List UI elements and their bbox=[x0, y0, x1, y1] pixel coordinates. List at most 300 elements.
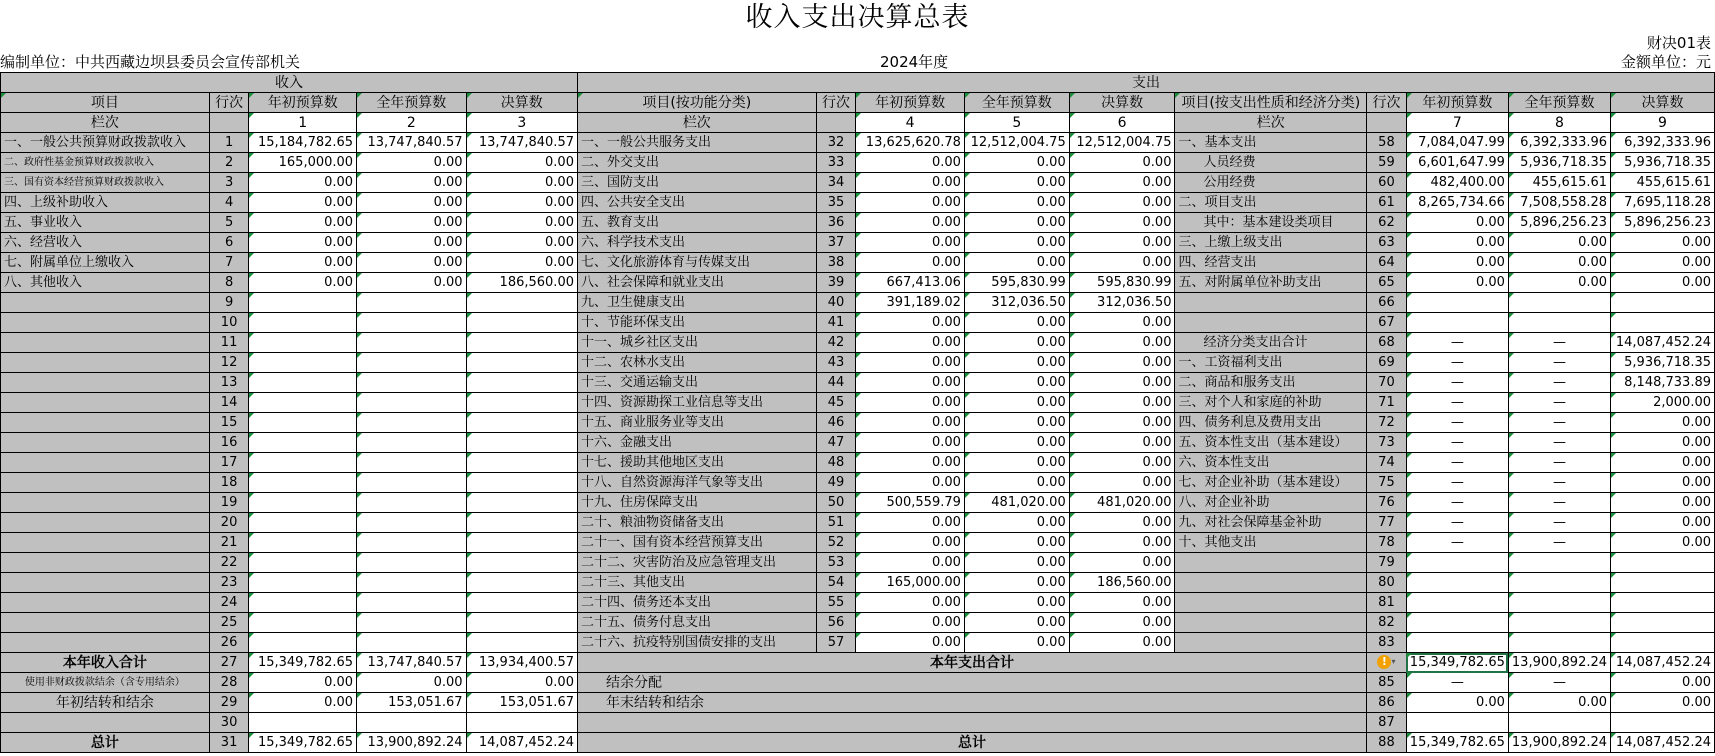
row-label: 六、科学技术支出 bbox=[577, 233, 816, 253]
value-cell[interactable]: 0.00 bbox=[1406, 693, 1508, 713]
value-cell[interactable]: 0.00 bbox=[964, 233, 1069, 253]
value-cell[interactable]: 0.00 bbox=[856, 613, 965, 633]
value-cell[interactable]: 0.00 bbox=[1069, 173, 1175, 193]
value-cell[interactable] bbox=[1611, 293, 1715, 313]
value-cell[interactable]: 0.00 bbox=[856, 313, 965, 333]
value-cell[interactable]: 0.00 bbox=[1611, 253, 1715, 273]
value-cell[interactable]: — bbox=[1508, 453, 1610, 473]
row-number: 75 bbox=[1367, 473, 1407, 493]
value-cell[interactable]: 12,512,004.75 bbox=[1069, 133, 1175, 153]
value-cell[interactable]: 5,936,718.35 bbox=[1508, 153, 1610, 173]
value-cell[interactable] bbox=[249, 333, 357, 353]
value-cell[interactable] bbox=[357, 433, 467, 453]
value-cell[interactable]: 0.00 bbox=[466, 253, 577, 273]
value-cell[interactable]: 0.00 bbox=[1069, 613, 1175, 633]
value-cell[interactable]: 312,036.50 bbox=[964, 293, 1069, 313]
value-cell[interactable] bbox=[466, 473, 577, 493]
row-number: 65 bbox=[1367, 273, 1407, 293]
row-label: 七、对企业补助（基本建设） bbox=[1175, 473, 1367, 493]
value-cell[interactable] bbox=[357, 293, 467, 313]
value-cell[interactable]: 13,900,892.24 bbox=[1508, 733, 1610, 753]
value-cell[interactable]: 0.00 bbox=[1069, 153, 1175, 173]
value-cell[interactable]: 0.00 bbox=[249, 673, 357, 693]
column-header: 项目(按支出性质和经济分类) bbox=[1175, 93, 1367, 113]
row-number: 50 bbox=[816, 493, 856, 513]
value-cell[interactable]: 482,400.00 bbox=[1406, 173, 1508, 193]
value-cell[interactable]: — bbox=[1406, 433, 1508, 453]
value-cell[interactable] bbox=[466, 713, 577, 733]
value-cell[interactable] bbox=[1611, 553, 1715, 573]
value-cell[interactable]: 13,900,892.24 bbox=[1508, 653, 1610, 673]
value-cell[interactable] bbox=[466, 393, 577, 413]
value-cell[interactable]: — bbox=[1406, 333, 1508, 353]
value-cell[interactable]: 0.00 bbox=[856, 233, 965, 253]
value-cell[interactable]: 0.00 bbox=[1611, 453, 1715, 473]
value-cell[interactable] bbox=[466, 453, 577, 473]
value-cell[interactable]: 0.00 bbox=[249, 693, 357, 713]
value-cell[interactable]: — bbox=[1406, 673, 1508, 693]
value-cell[interactable]: 0.00 bbox=[466, 233, 577, 253]
value-cell[interactable] bbox=[1611, 573, 1715, 593]
value-cell[interactable]: 595,830.99 bbox=[964, 273, 1069, 293]
value-cell[interactable] bbox=[466, 513, 577, 533]
value-cell[interactable] bbox=[466, 593, 577, 613]
value-cell[interactable] bbox=[357, 573, 467, 593]
value-cell[interactable] bbox=[357, 533, 467, 553]
value-cell[interactable]: 14,087,452.24 bbox=[1611, 333, 1715, 353]
value-cell[interactable]: 0.00 bbox=[1069, 233, 1175, 253]
value-cell[interactable]: 15,349,782.65 bbox=[1406, 733, 1508, 753]
value-cell[interactable]: 0.00 bbox=[466, 193, 577, 213]
value-cell[interactable] bbox=[1508, 593, 1610, 613]
value-cell[interactable]: 0.00 bbox=[249, 253, 357, 273]
value-cell[interactable]: 13,934,400.57 bbox=[466, 653, 577, 673]
value-cell[interactable]: 0.00 bbox=[357, 193, 467, 213]
value-cell[interactable]: 0.00 bbox=[357, 673, 467, 693]
value-cell[interactable]: 0.00 bbox=[1069, 393, 1175, 413]
row-number: 55 bbox=[816, 593, 856, 613]
value-cell[interactable]: 5,936,718.35 bbox=[1611, 153, 1715, 173]
value-cell[interactable] bbox=[1611, 593, 1715, 613]
value-cell[interactable] bbox=[249, 293, 357, 313]
value-cell[interactable]: — bbox=[1508, 373, 1610, 393]
value-cell[interactable] bbox=[466, 333, 577, 353]
row-label: 三、国防支出 bbox=[577, 173, 816, 193]
value-cell[interactable] bbox=[357, 473, 467, 493]
value-cell[interactable] bbox=[357, 453, 467, 473]
value-cell[interactable]: — bbox=[1406, 513, 1508, 533]
value-cell[interactable]: 0.00 bbox=[1611, 673, 1715, 693]
row-number: 39 bbox=[816, 273, 856, 293]
value-cell[interactable]: 455,615.61 bbox=[1508, 173, 1610, 193]
value-cell[interactable]: 14,087,452.24 bbox=[466, 733, 577, 753]
table-row bbox=[1, 433, 1715, 453]
value-cell[interactable]: 0.00 bbox=[856, 213, 965, 233]
value-cell[interactable]: 0.00 bbox=[1611, 433, 1715, 453]
value-cell[interactable]: — bbox=[1406, 353, 1508, 373]
value-cell[interactable] bbox=[1406, 593, 1508, 613]
row-label: 十五、商业服务业等支出 bbox=[577, 413, 816, 433]
value-cell[interactable]: 0.00 bbox=[856, 333, 965, 353]
value-cell[interactable] bbox=[466, 573, 577, 593]
value-cell[interactable] bbox=[249, 573, 357, 593]
dropdown-caret-icon[interactable]: ▾ bbox=[1391, 657, 1396, 667]
row-number: 32 bbox=[816, 133, 856, 153]
value-cell[interactable] bbox=[1611, 613, 1715, 633]
value-cell[interactable]: 0.00 bbox=[1406, 253, 1508, 273]
value-cell[interactable]: 0.00 bbox=[249, 233, 357, 253]
value-cell[interactable] bbox=[249, 553, 357, 573]
value-cell[interactable]: 0.00 bbox=[964, 353, 1069, 373]
row-label: 十七、援助其他地区支出 bbox=[577, 453, 816, 473]
value-cell[interactable]: 0.00 bbox=[1508, 273, 1610, 293]
value-cell[interactable]: 0.00 bbox=[856, 253, 965, 273]
value-cell[interactable]: 0.00 bbox=[856, 193, 965, 213]
row-number: 86 bbox=[1367, 693, 1407, 713]
value-cell[interactable] bbox=[466, 353, 577, 373]
value-cell[interactable]: 0.00 bbox=[964, 153, 1069, 173]
value-cell[interactable]: 0.00 bbox=[1611, 493, 1715, 513]
value-cell[interactable]: 7,508,558.28 bbox=[1508, 193, 1610, 213]
value-cell[interactable]: 0.00 bbox=[1069, 253, 1175, 273]
value-cell[interactable] bbox=[466, 313, 577, 333]
value-cell[interactable]: 0.00 bbox=[856, 433, 965, 453]
value-cell[interactable] bbox=[466, 493, 577, 513]
row-number: 78 bbox=[1367, 533, 1407, 553]
value-cell[interactable] bbox=[1406, 633, 1508, 653]
value-cell[interactable] bbox=[466, 413, 577, 433]
value-cell[interactable]: 12,512,004.75 bbox=[964, 133, 1069, 153]
value-cell[interactable]: 0.00 bbox=[1406, 213, 1508, 233]
value-cell[interactable]: 0.00 bbox=[964, 193, 1069, 213]
value-cell[interactable]: 0.00 bbox=[1508, 233, 1610, 253]
value-cell[interactable]: 7,695,118.28 bbox=[1611, 193, 1715, 213]
value-cell[interactable] bbox=[249, 493, 357, 513]
value-cell[interactable]: 0.00 bbox=[856, 353, 965, 373]
value-cell[interactable]: 0.00 bbox=[964, 633, 1069, 653]
value-cell[interactable]: — bbox=[1406, 413, 1508, 433]
value-cell[interactable]: 0.00 bbox=[1069, 413, 1175, 433]
income-total-label: 本年收入合计 bbox=[1, 653, 210, 673]
value-cell[interactable]: 6,392,333.96 bbox=[1508, 133, 1610, 153]
value-cell[interactable] bbox=[466, 633, 577, 653]
value-cell[interactable]: 0.00 bbox=[964, 253, 1069, 273]
value-cell[interactable]: 8,265,734.66 bbox=[1406, 193, 1508, 213]
value-cell[interactable]: 0.00 bbox=[1069, 353, 1175, 373]
value-cell[interactable]: 0.00 bbox=[1611, 693, 1715, 713]
value-cell[interactable]: 6,392,333.96 bbox=[1611, 133, 1715, 153]
value-cell[interactable]: 15,349,782.65 bbox=[249, 653, 357, 673]
value-cell[interactable]: 0.00 bbox=[1508, 693, 1610, 713]
value-cell[interactable] bbox=[357, 493, 467, 513]
table-row bbox=[1, 373, 1715, 393]
value-cell[interactable]: 0.00 bbox=[1069, 193, 1175, 213]
value-cell[interactable]: 13,900,892.24 bbox=[357, 733, 467, 753]
row-label bbox=[1, 613, 210, 633]
value-cell[interactable]: 0.00 bbox=[249, 173, 357, 193]
value-cell[interactable] bbox=[466, 293, 577, 313]
value-cell[interactable]: 13,625,620.78 bbox=[856, 133, 965, 153]
value-cell[interactable]: 165,000.00 bbox=[856, 573, 965, 593]
row-label: 四、公共安全支出 bbox=[577, 193, 816, 213]
value-cell[interactable]: 0.00 bbox=[1069, 333, 1175, 353]
value-cell[interactable] bbox=[249, 713, 357, 733]
value-cell[interactable] bbox=[1406, 293, 1508, 313]
value-cell[interactable]: 391,189.02 bbox=[856, 293, 965, 313]
value-cell[interactable]: 0.00 bbox=[1406, 233, 1508, 253]
value-cell[interactable] bbox=[249, 393, 357, 413]
column-number-cell: 5 bbox=[964, 113, 1069, 133]
value-cell[interactable] bbox=[1508, 313, 1610, 333]
value-cell[interactable]: 0.00 bbox=[856, 473, 965, 493]
value-cell[interactable]: 0.00 bbox=[964, 473, 1069, 493]
value-cell[interactable]: 0.00 bbox=[856, 533, 965, 553]
row-number: 79 bbox=[1367, 553, 1407, 573]
value-cell[interactable]: 6,601,647.99 bbox=[1406, 153, 1508, 173]
value-cell[interactable]: 0.00 bbox=[856, 393, 965, 413]
value-cell[interactable]: 0.00 bbox=[1069, 213, 1175, 233]
section-header-row bbox=[1, 73, 1715, 93]
value-cell[interactable] bbox=[1406, 573, 1508, 593]
warning-indicator[interactable] bbox=[1367, 653, 1407, 673]
value-cell[interactable] bbox=[466, 553, 577, 573]
value-cell[interactable]: — bbox=[1508, 513, 1610, 533]
row-label: 五、资本性支出（基本建设） bbox=[1175, 433, 1367, 453]
value-cell[interactable]: 0.00 bbox=[856, 453, 965, 473]
value-cell[interactable]: 0.00 bbox=[856, 413, 965, 433]
value-cell[interactable]: 0.00 bbox=[964, 373, 1069, 393]
value-cell[interactable]: — bbox=[1508, 393, 1610, 413]
row-label: 十九、住房保障支出 bbox=[577, 493, 816, 513]
value-cell[interactable]: — bbox=[1406, 493, 1508, 513]
exclamation-warning-icon[interactable]: ! bbox=[1377, 655, 1391, 669]
value-cell[interactable] bbox=[357, 513, 467, 533]
value-cell[interactable]: 0.00 bbox=[964, 433, 1069, 453]
value-cell[interactable] bbox=[249, 533, 357, 553]
value-cell[interactable]: 0.00 bbox=[1611, 533, 1715, 553]
value-cell[interactable]: 0.00 bbox=[964, 213, 1069, 233]
value-cell[interactable] bbox=[249, 453, 357, 473]
value-cell[interactable]: 0.00 bbox=[964, 533, 1069, 553]
value-cell[interactable]: 13,747,840.57 bbox=[357, 653, 467, 673]
value-cell[interactable] bbox=[1406, 613, 1508, 633]
value-cell[interactable]: 0.00 bbox=[964, 393, 1069, 413]
value-cell[interactable]: 0.00 bbox=[856, 593, 965, 613]
value-cell[interactable] bbox=[357, 713, 467, 733]
value-cell[interactable]: 0.00 bbox=[1069, 453, 1175, 473]
value-cell[interactable]: 15,349,782.65 bbox=[249, 733, 357, 753]
row-label bbox=[1175, 633, 1367, 653]
value-cell[interactable] bbox=[1406, 713, 1508, 733]
value-cell[interactable]: 0.00 bbox=[964, 453, 1069, 473]
value-cell[interactable]: 0.00 bbox=[357, 253, 467, 273]
value-cell[interactable]: 0.00 bbox=[357, 273, 467, 293]
value-cell[interactable]: 165,000.00 bbox=[249, 153, 357, 173]
value-cell[interactable]: 500,559.79 bbox=[856, 493, 965, 513]
unit-row bbox=[0, 53, 1715, 72]
value-cell[interactable]: 8,148,733.89 bbox=[1611, 373, 1715, 393]
value-cell[interactable]: 0.00 bbox=[964, 573, 1069, 593]
value-cell[interactable]: — bbox=[1508, 413, 1610, 433]
value-cell[interactable] bbox=[1508, 293, 1610, 313]
value-cell[interactable]: — bbox=[1406, 533, 1508, 553]
value-cell[interactable]: 186,560.00 bbox=[1069, 573, 1175, 593]
value-cell[interactable]: 312,036.50 bbox=[1069, 293, 1175, 313]
value-cell[interactable] bbox=[249, 313, 357, 333]
value-cell[interactable]: 0.00 bbox=[1508, 253, 1610, 273]
value-cell[interactable] bbox=[357, 613, 467, 633]
value-cell[interactable]: — bbox=[1406, 393, 1508, 413]
value-cell[interactable] bbox=[1508, 613, 1610, 633]
value-cell[interactable]: 0.00 bbox=[964, 313, 1069, 333]
value-cell[interactable]: — bbox=[1508, 533, 1610, 553]
value-cell[interactable]: 14,087,452.24 bbox=[1611, 653, 1715, 673]
value-cell[interactable]: 13,747,840.57 bbox=[357, 133, 467, 153]
value-cell[interactable]: 0.00 bbox=[964, 613, 1069, 633]
value-cell[interactable]: 0.00 bbox=[856, 153, 965, 173]
value-cell[interactable]: 0.00 bbox=[1611, 473, 1715, 493]
value-cell[interactable]: 0.00 bbox=[357, 173, 467, 193]
value-cell[interactable] bbox=[249, 373, 357, 393]
row-number: 43 bbox=[816, 353, 856, 373]
value-cell[interactable]: 0.00 bbox=[856, 513, 965, 533]
value-cell[interactable]: 0.00 bbox=[1069, 473, 1175, 493]
value-cell[interactable]: — bbox=[1508, 473, 1610, 493]
row-label: 使用非财政拨款结余（含专用结余） bbox=[1, 673, 210, 693]
value-cell[interactable]: — bbox=[1406, 473, 1508, 493]
value-cell[interactable]: 0.00 bbox=[856, 633, 965, 653]
value-cell[interactable]: 0.00 bbox=[1069, 433, 1175, 453]
value-cell[interactable]: 0.00 bbox=[466, 673, 577, 693]
value-cell[interactable]: 0.00 bbox=[249, 273, 357, 293]
value-cell[interactable]: 13,747,840.57 bbox=[466, 133, 577, 153]
value-cell[interactable]: — bbox=[1508, 333, 1610, 353]
value-cell[interactable]: 5,936,718.35 bbox=[1611, 353, 1715, 373]
value-cell[interactable] bbox=[357, 353, 467, 373]
value-cell[interactable] bbox=[357, 373, 467, 393]
value-cell[interactable]: 0.00 bbox=[964, 413, 1069, 433]
value-cell[interactable]: 5,896,256.23 bbox=[1611, 213, 1715, 233]
value-cell[interactable] bbox=[357, 313, 467, 333]
value-cell[interactable] bbox=[249, 413, 357, 433]
value-cell[interactable]: 5,896,256.23 bbox=[1508, 213, 1610, 233]
value-cell[interactable] bbox=[249, 433, 357, 453]
value-cell[interactable]: 0.00 bbox=[1069, 593, 1175, 613]
value-cell[interactable] bbox=[357, 413, 467, 433]
value-cell[interactable]: 481,020.00 bbox=[1069, 493, 1175, 513]
value-cell[interactable]: 186,560.00 bbox=[466, 273, 577, 293]
value-cell[interactable] bbox=[466, 613, 577, 633]
value-cell[interactable] bbox=[357, 593, 467, 613]
value-cell[interactable]: 0.00 bbox=[249, 193, 357, 213]
value-cell[interactable]: 667,413.06 bbox=[856, 273, 965, 293]
value-cell[interactable]: 0.00 bbox=[1611, 233, 1715, 253]
row-label: 六、经营收入 bbox=[1, 233, 210, 253]
value-cell[interactable]: 0.00 bbox=[357, 233, 467, 253]
row-label: 十、其他支出 bbox=[1175, 533, 1367, 553]
value-cell[interactable]: 2,000.00 bbox=[1611, 393, 1715, 413]
value-cell[interactable]: 0.00 bbox=[357, 153, 467, 173]
value-cell[interactable] bbox=[1406, 553, 1508, 573]
value-cell[interactable] bbox=[249, 633, 357, 653]
value-cell[interactable] bbox=[1611, 633, 1715, 653]
value-cell[interactable]: — bbox=[1508, 493, 1610, 513]
value-cell[interactable]: — bbox=[1508, 673, 1610, 693]
value-cell[interactable]: 0.00 bbox=[1069, 553, 1175, 573]
value-cell[interactable] bbox=[249, 353, 357, 373]
value-cell[interactable]: 15,184,782.65 bbox=[249, 133, 357, 153]
income-section-header: 收入 bbox=[1, 73, 578, 93]
value-cell[interactable]: 0.00 bbox=[964, 513, 1069, 533]
value-cell[interactable]: — bbox=[1508, 433, 1610, 453]
value-cell[interactable]: 14,087,452.24 bbox=[1611, 733, 1715, 753]
value-cell[interactable]: 0.00 bbox=[249, 213, 357, 233]
value-cell[interactable]: 0.00 bbox=[1069, 633, 1175, 653]
value-cell[interactable] bbox=[357, 333, 467, 353]
value-cell[interactable]: 0.00 bbox=[466, 213, 577, 233]
value-cell[interactable]: 7,084,047.99 bbox=[1406, 133, 1508, 153]
value-cell[interactable]: 0.00 bbox=[1069, 373, 1175, 393]
value-cell[interactable]: 0.00 bbox=[357, 213, 467, 233]
value-cell[interactable]: 153,051.67 bbox=[466, 693, 577, 713]
value-cell[interactable] bbox=[466, 373, 577, 393]
value-cell[interactable]: 0.00 bbox=[1069, 313, 1175, 333]
value-cell[interactable] bbox=[466, 433, 577, 453]
value-cell[interactable]: 0.00 bbox=[1611, 413, 1715, 433]
value-cell[interactable] bbox=[357, 553, 467, 573]
row-label bbox=[577, 713, 1366, 733]
value-cell[interactable]: — bbox=[1406, 373, 1508, 393]
value-cell[interactable] bbox=[1508, 633, 1610, 653]
value-cell[interactable]: 0.00 bbox=[964, 173, 1069, 193]
value-cell[interactable]: 0.00 bbox=[856, 373, 965, 393]
value-cell[interactable]: 0.00 bbox=[964, 333, 1069, 353]
value-cell[interactable]: 0.00 bbox=[1069, 513, 1175, 533]
value-cell[interactable] bbox=[249, 473, 357, 493]
value-cell[interactable] bbox=[249, 593, 357, 613]
value-cell[interactable] bbox=[1508, 713, 1610, 733]
value-cell[interactable] bbox=[357, 633, 467, 653]
value-cell[interactable]: 0.00 bbox=[1611, 273, 1715, 293]
value-cell[interactable]: 153,051.67 bbox=[357, 693, 467, 713]
value-cell[interactable]: 0.00 bbox=[1406, 273, 1508, 293]
value-cell[interactable]: 0.00 bbox=[466, 153, 577, 173]
value-cell[interactable] bbox=[466, 533, 577, 553]
value-cell[interactable]: 0.00 bbox=[856, 173, 965, 193]
row-label bbox=[1, 333, 210, 353]
value-cell[interactable]: 595,830.99 bbox=[1069, 273, 1175, 293]
value-cell[interactable]: 0.00 bbox=[1069, 533, 1175, 553]
value-cell[interactable]: 0.00 bbox=[856, 553, 965, 573]
value-cell[interactable]: 0.00 bbox=[1611, 513, 1715, 533]
value-cell[interactable]: 0.00 bbox=[466, 173, 577, 193]
value-cell[interactable] bbox=[1611, 313, 1715, 333]
value-cell[interactable] bbox=[249, 613, 357, 633]
value-cell[interactable]: 455,615.61 bbox=[1611, 173, 1715, 193]
value-cell[interactable]: — bbox=[1406, 453, 1508, 473]
value-cell[interactable] bbox=[249, 513, 357, 533]
value-cell[interactable]: 0.00 bbox=[964, 553, 1069, 573]
value-cell[interactable]: — bbox=[1508, 353, 1610, 373]
value-cell[interactable]: 0.00 bbox=[964, 593, 1069, 613]
value-cell[interactable] bbox=[1508, 573, 1610, 593]
selected-cell[interactable]: 15,349,782.65 bbox=[1406, 653, 1508, 673]
value-cell[interactable] bbox=[1406, 313, 1508, 333]
value-cell[interactable] bbox=[1508, 553, 1610, 573]
value-cell[interactable] bbox=[357, 393, 467, 413]
value-cell[interactable] bbox=[1611, 713, 1715, 733]
value-cell[interactable]: 481,020.00 bbox=[964, 493, 1069, 513]
